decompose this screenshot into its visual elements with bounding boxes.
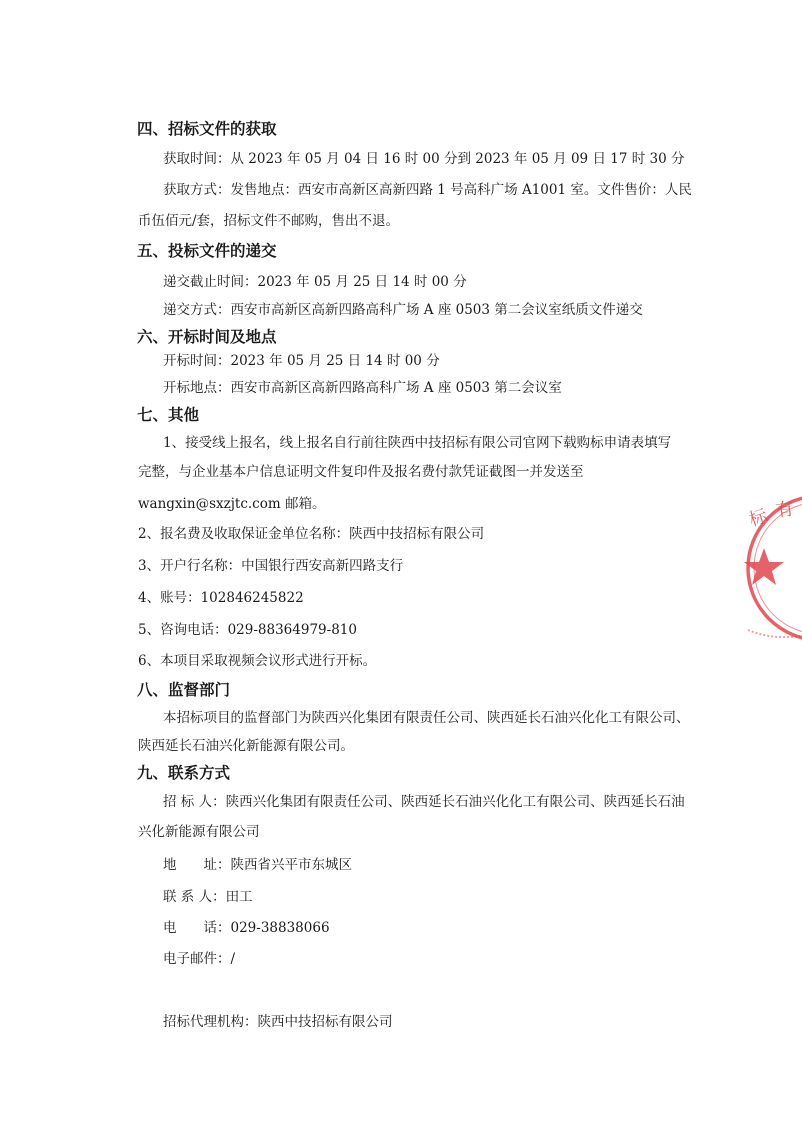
other-item-1-line3: wangxin@sxzjtc.com 邮箱。	[138, 496, 326, 512]
contact-value: 田工	[225, 889, 253, 905]
acquisition-method-line2: 币伍佰元/套，招标文件不邮购，售出不退。	[138, 213, 400, 229]
opening-time: 开标时间：2023 年 05 月 25 日 14 时 00 分	[163, 353, 440, 369]
svg-text:标: 标	[746, 505, 771, 532]
seal-graphic	[742, 490, 802, 650]
svg-text:有: 有	[774, 498, 796, 522]
phone-row	[163, 919, 330, 937]
other-item-1-line1: 1、接受线上报名，线上报名自行前往陕西中技招标有限公司官网下载购标申请表填写	[163, 435, 672, 451]
section-4-heading: 四、招标文件的获取	[137, 120, 277, 138]
other-item-1-line2: 完整，与企业基本户信息证明文件复印件及报名费付款凭证截图一并发送至	[138, 464, 584, 480]
address-label: 地 址：	[163, 857, 231, 873]
tenderer-line2: 兴化新能源有限公司	[138, 824, 260, 840]
section-6-heading: 六、开标时间及地点	[137, 328, 277, 346]
section-7-heading: 七、其他	[137, 406, 200, 424]
phone-value: 029-38838066	[230, 920, 330, 936]
acquisition-method-line1: 获取方式：发售地点：西安市高新区高新四路 1 号高科广场 A1001 室。文件售价：人民	[163, 182, 692, 198]
phone-label: 电 话：	[163, 920, 231, 936]
email-row	[163, 950, 235, 968]
section-8-heading: 八、监督部门	[137, 681, 231, 699]
contact-label: 联 系 人：	[163, 889, 226, 905]
acquisition-time: 获取时间：从 2023 年 05 月 04 日 16 时 00 分到 2023 年 05 月 09 日 17 时 30 分	[163, 151, 685, 167]
other-item-3: 3、开户行名称：中国银行西安高新四路支行	[138, 558, 404, 574]
opening-place: 开标地点：西安市高新区高新四路高科广场 A 座 0503 第二会议室	[163, 380, 562, 396]
agency-row	[163, 1013, 393, 1031]
other-item-4: 4、账号：102846245822	[138, 590, 304, 606]
address-value: 陕西省兴平市东城区	[230, 857, 352, 873]
section-9-heading: 九、联系方式	[137, 764, 231, 782]
other-item-2: 2、报名费及收取保证金单位名称：陕西中技招标有限公司	[138, 526, 485, 542]
agency-label: 招标代理机构：	[163, 1014, 258, 1030]
other-item-5: 5、咨询电话：029-88364979-810	[138, 622, 357, 638]
section-5-heading: 五、投标文件的递交	[137, 242, 277, 260]
submission-deadline: 递交截止时间：2023 年 05 月 25 日 14 时 00 分	[163, 274, 467, 290]
address-row	[163, 856, 352, 874]
tenderer-line1: 招 标 人：陕西兴化集团有限责任公司、陕西延长石油兴化化工有限公司、陕西延长石油	[163, 794, 685, 810]
supervision-line1: 本招标项目的监督部门为陕西兴化集团有限责任公司、陕西延长石油兴化化工有限公司、	[163, 710, 690, 726]
agency-value: 陕西中技招标有限公司	[257, 1014, 393, 1030]
contact-row	[163, 888, 253, 906]
other-item-6: 6、本项目采取视频会议形式进行开标。	[138, 653, 377, 669]
company-seal	[742, 490, 802, 650]
supervision-line2: 陕西延长石油兴化新能源有限公司。	[138, 738, 354, 754]
submission-method: 递交方式：西安市高新区高新四路高科广场 A 座 0503 第二会议室纸质文件递交	[163, 302, 643, 318]
email-value: /	[230, 951, 236, 967]
email-label: 电子邮件：	[163, 951, 231, 967]
